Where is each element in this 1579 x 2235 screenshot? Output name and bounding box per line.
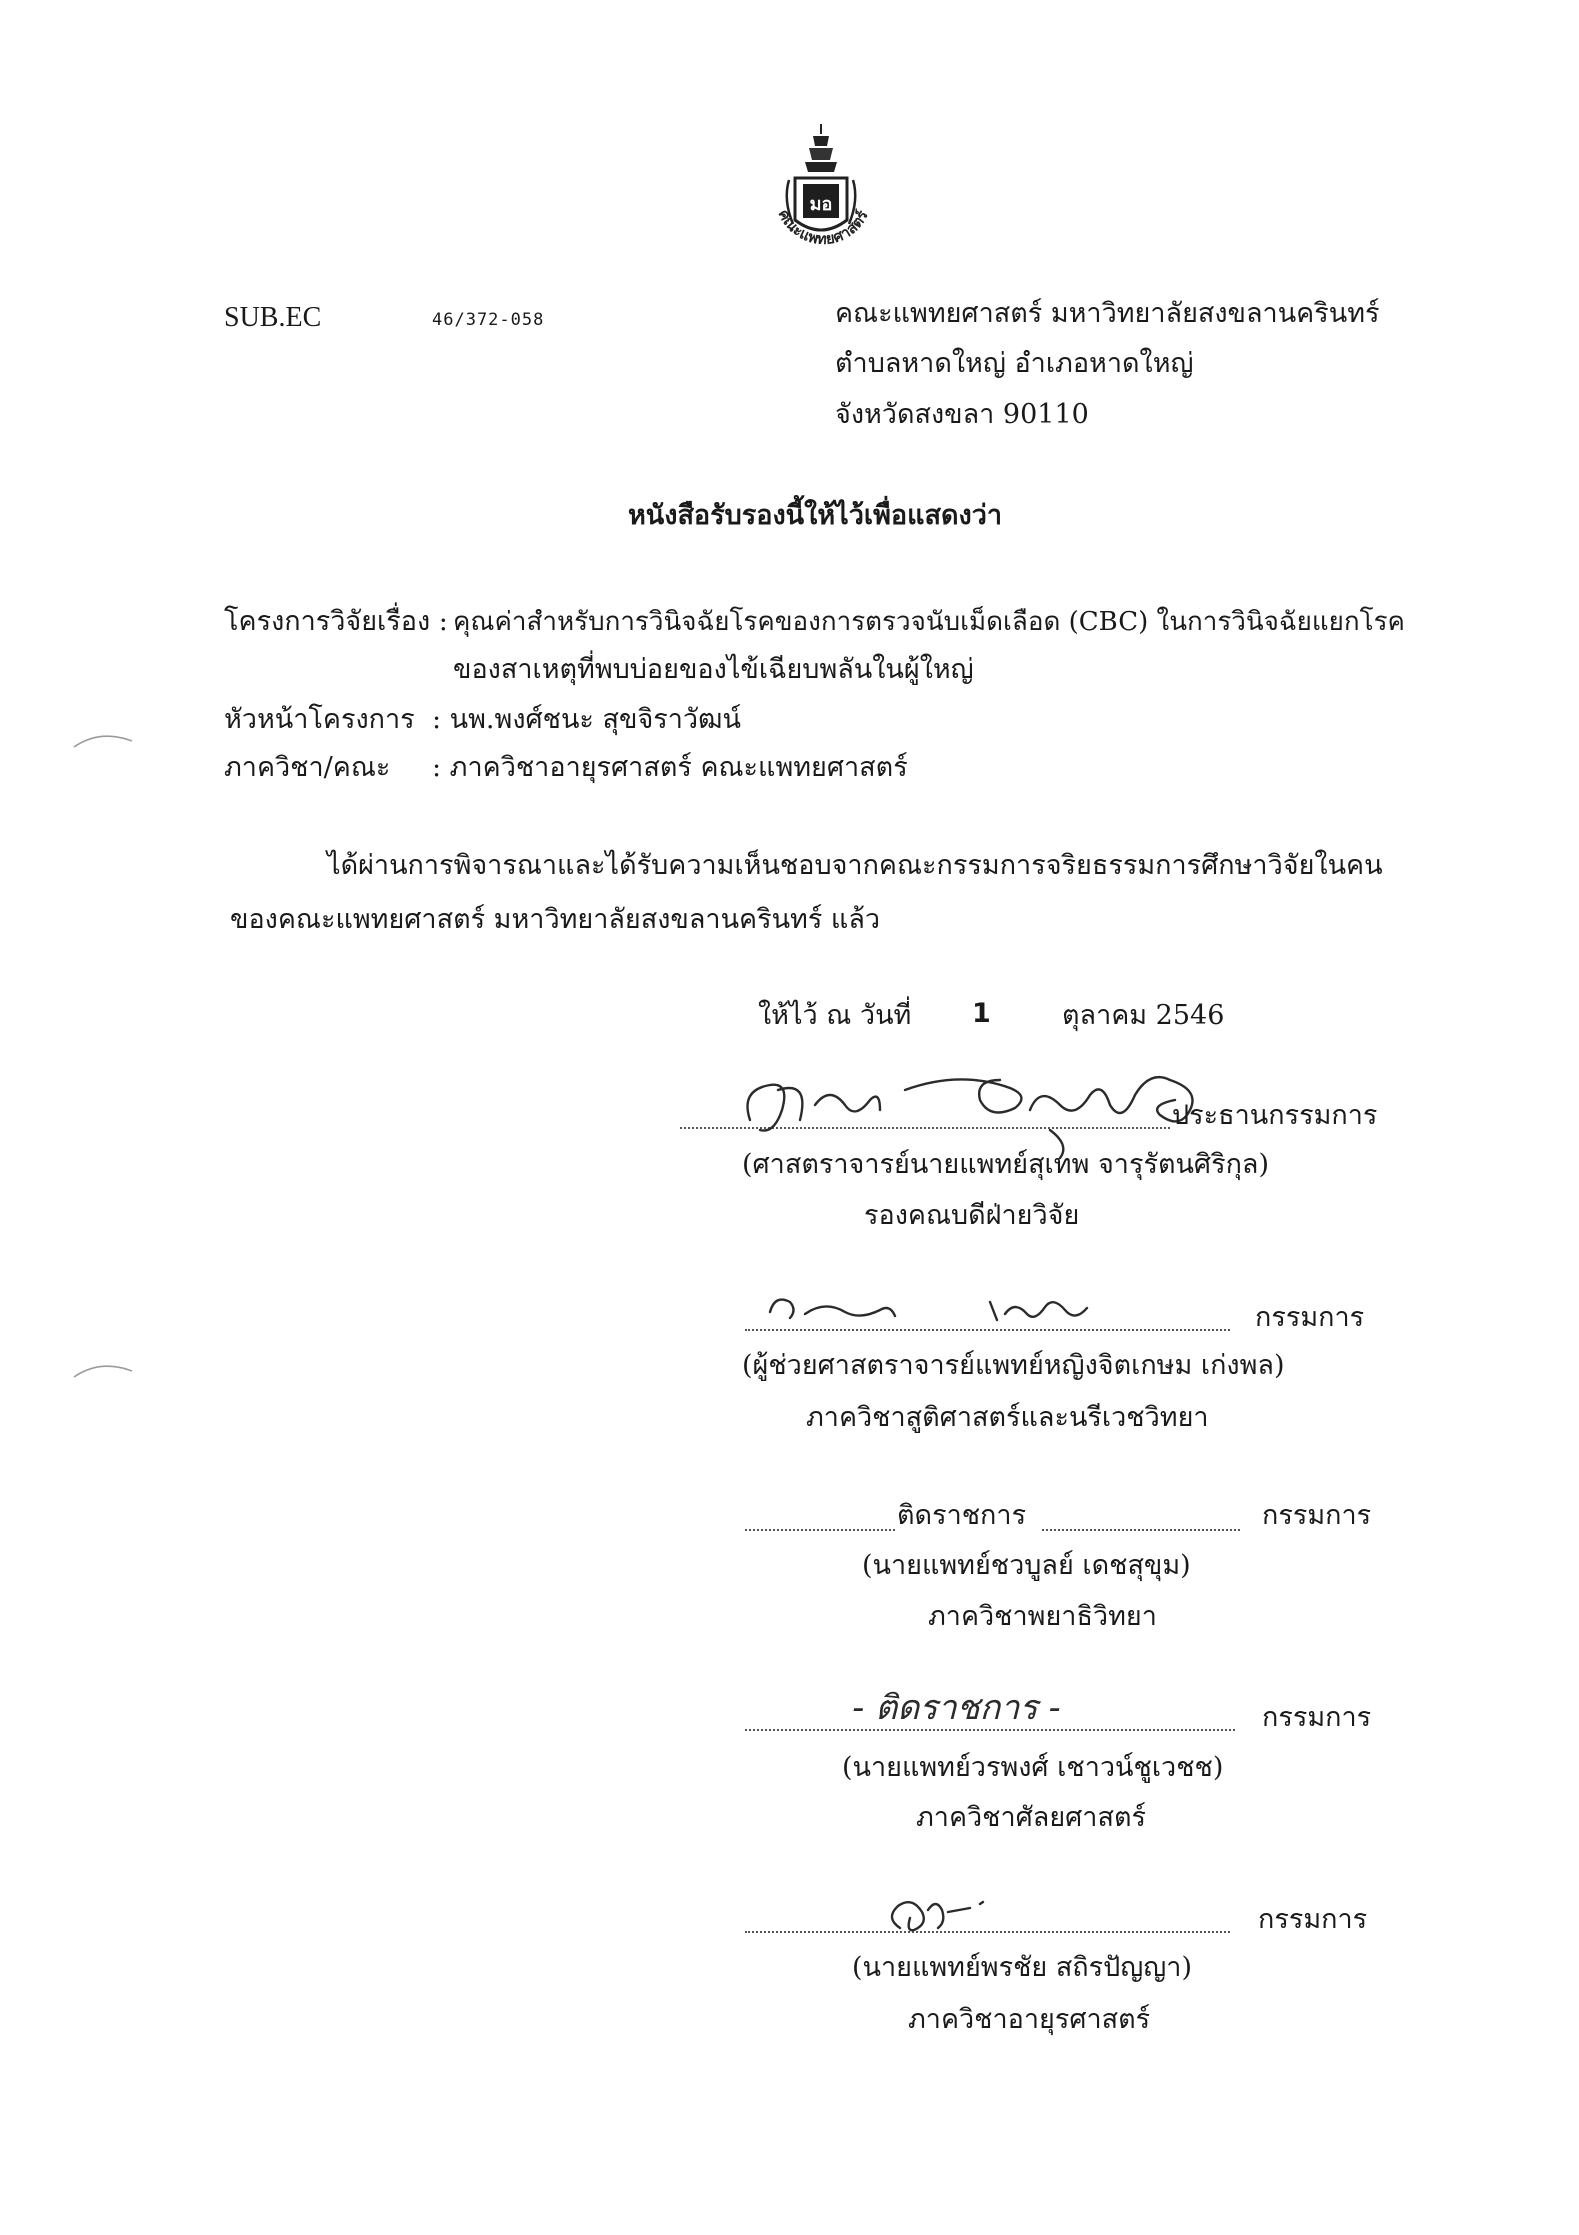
approval-text-line-1: ได้ผ่านการพิจารณาและได้รับความเห็นชอบจากคณะกรรมการจริยธรรมการศึกษาวิจัยในคน: [327, 850, 1383, 881]
signature-line-3-right: [1042, 1528, 1240, 1531]
date-month-year: ตุลาคม 2546: [1062, 1000, 1225, 1031]
project-title-label: โครงการวิจัยเรื่อง :: [224, 606, 448, 637]
signatory-4-position: ภาควิชาศัลยศาสตร์: [916, 1802, 1146, 1833]
punch-hole-mark-top: [70, 725, 140, 755]
certificate-title: หนังสือรับรองนี้ให้ไว้เพื่อแสดงว่า: [628, 500, 1003, 531]
signatory-4-role: กรรมการ: [1262, 1702, 1372, 1733]
department-label: ภาควิชา/คณะ: [224, 752, 391, 783]
signature-committee5-icon: [870, 1888, 1010, 1943]
address-line-1: คณะแพทยศาสตร์ มหาวิทยาลัยสงขลานครินทร์: [835, 298, 1380, 329]
punch-hole-mark-bottom: [70, 1355, 140, 1385]
document-code: SUB.EC: [224, 302, 322, 333]
project-title-line-2: ของสาเหตุที่พบบ่อยของไข้เฉียบพลันในผู้ใหญ่: [453, 654, 974, 685]
address-line-3: จังหวัดสงขลา 90110: [835, 399, 1089, 430]
signature-committee1-icon: [735, 1282, 1135, 1332]
signatory-4-name: (นายแพทย์วรพงศ์ เชาวน์ชูเวชช): [842, 1752, 1224, 1783]
signatory-2-role: กรรมการ: [1255, 1302, 1365, 1333]
signatory-1-position: รองคณบดีฝ่ายวิจัย: [864, 1200, 1080, 1231]
svg-text:คณะแพทยศาสตร์: คณะแพทยศาสตร์: [774, 206, 872, 248]
svg-text:มอ: มอ: [809, 194, 833, 215]
signatory-5-position: ภาควิชาอายุรศาสตร์: [908, 2004, 1151, 2035]
faculty-seal-icon: [755, 120, 885, 270]
approval-text-line-2: ของคณะแพทยศาสตร์ มหาวิทยาลัยสงขลานครินทร์ แล้ว: [230, 904, 881, 935]
signatory-3-role: กรรมการ: [1262, 1500, 1372, 1531]
date-prefix: ให้ไว้ ณ วันที่: [758, 1000, 912, 1031]
signatory-5-name: (นายแพทย์พรชัย สถิรปัญญา): [852, 1952, 1192, 1983]
signature-line-3-left: [745, 1528, 895, 1531]
seal-lettering: [0, 0, 1, 1]
project-head-label: หัวหน้าโครงการ: [224, 704, 415, 735]
signatory-2-name: (ผู้ช่วยศาสตราจารย์แพทย์หญิงจิตเกษม เก่งพล): [742, 1350, 1285, 1381]
signature-chair-icon: [730, 1050, 1230, 1160]
signatory-1-name: (ศาสตราจารย์นายแพทย์สุเทพ จารุรัตนศิริกุล): [742, 1149, 1270, 1180]
signatory-5-role: กรรมการ: [1258, 1904, 1368, 1935]
signatory-4-handwriting: - ติดราชการ -: [852, 1688, 1061, 1728]
project-head-value: : นพ.พงศ์ชนะ สุขจิราวัฒน์: [432, 704, 741, 735]
signatory-2-position: ภาควิชาสูติศาสตร์และนรีเวชวิทยา: [806, 1402, 1209, 1433]
signatory-3-handwriting: ติดราชการ: [897, 1500, 1027, 1531]
department-value: : ภาควิชาอายุรศาสตร์ คณะแพทยศาสตร์: [432, 752, 908, 783]
signatory-1-role: ประธานกรรมการ: [1172, 1100, 1378, 1131]
project-title-line-1: คุณค่าสำหรับการวินิจฉัยโรคของการตรวจนับเม็ดเลือด (CBC) ในการวินิจฉัยแยกโรค: [453, 607, 1405, 637]
date-day: 1: [972, 998, 991, 1029]
address-line-2: ตำบลหาดใหญ่ อำเภอหาดใหญ่: [835, 348, 1194, 379]
reference-number: 46/372-058: [432, 310, 545, 330]
signatory-3-name: (นายแพทย์ชวบูลย์ เดชสุขุม): [862, 1550, 1191, 1581]
signatory-3-position: ภาควิชาพยาธิวิทยา: [928, 1601, 1157, 1632]
